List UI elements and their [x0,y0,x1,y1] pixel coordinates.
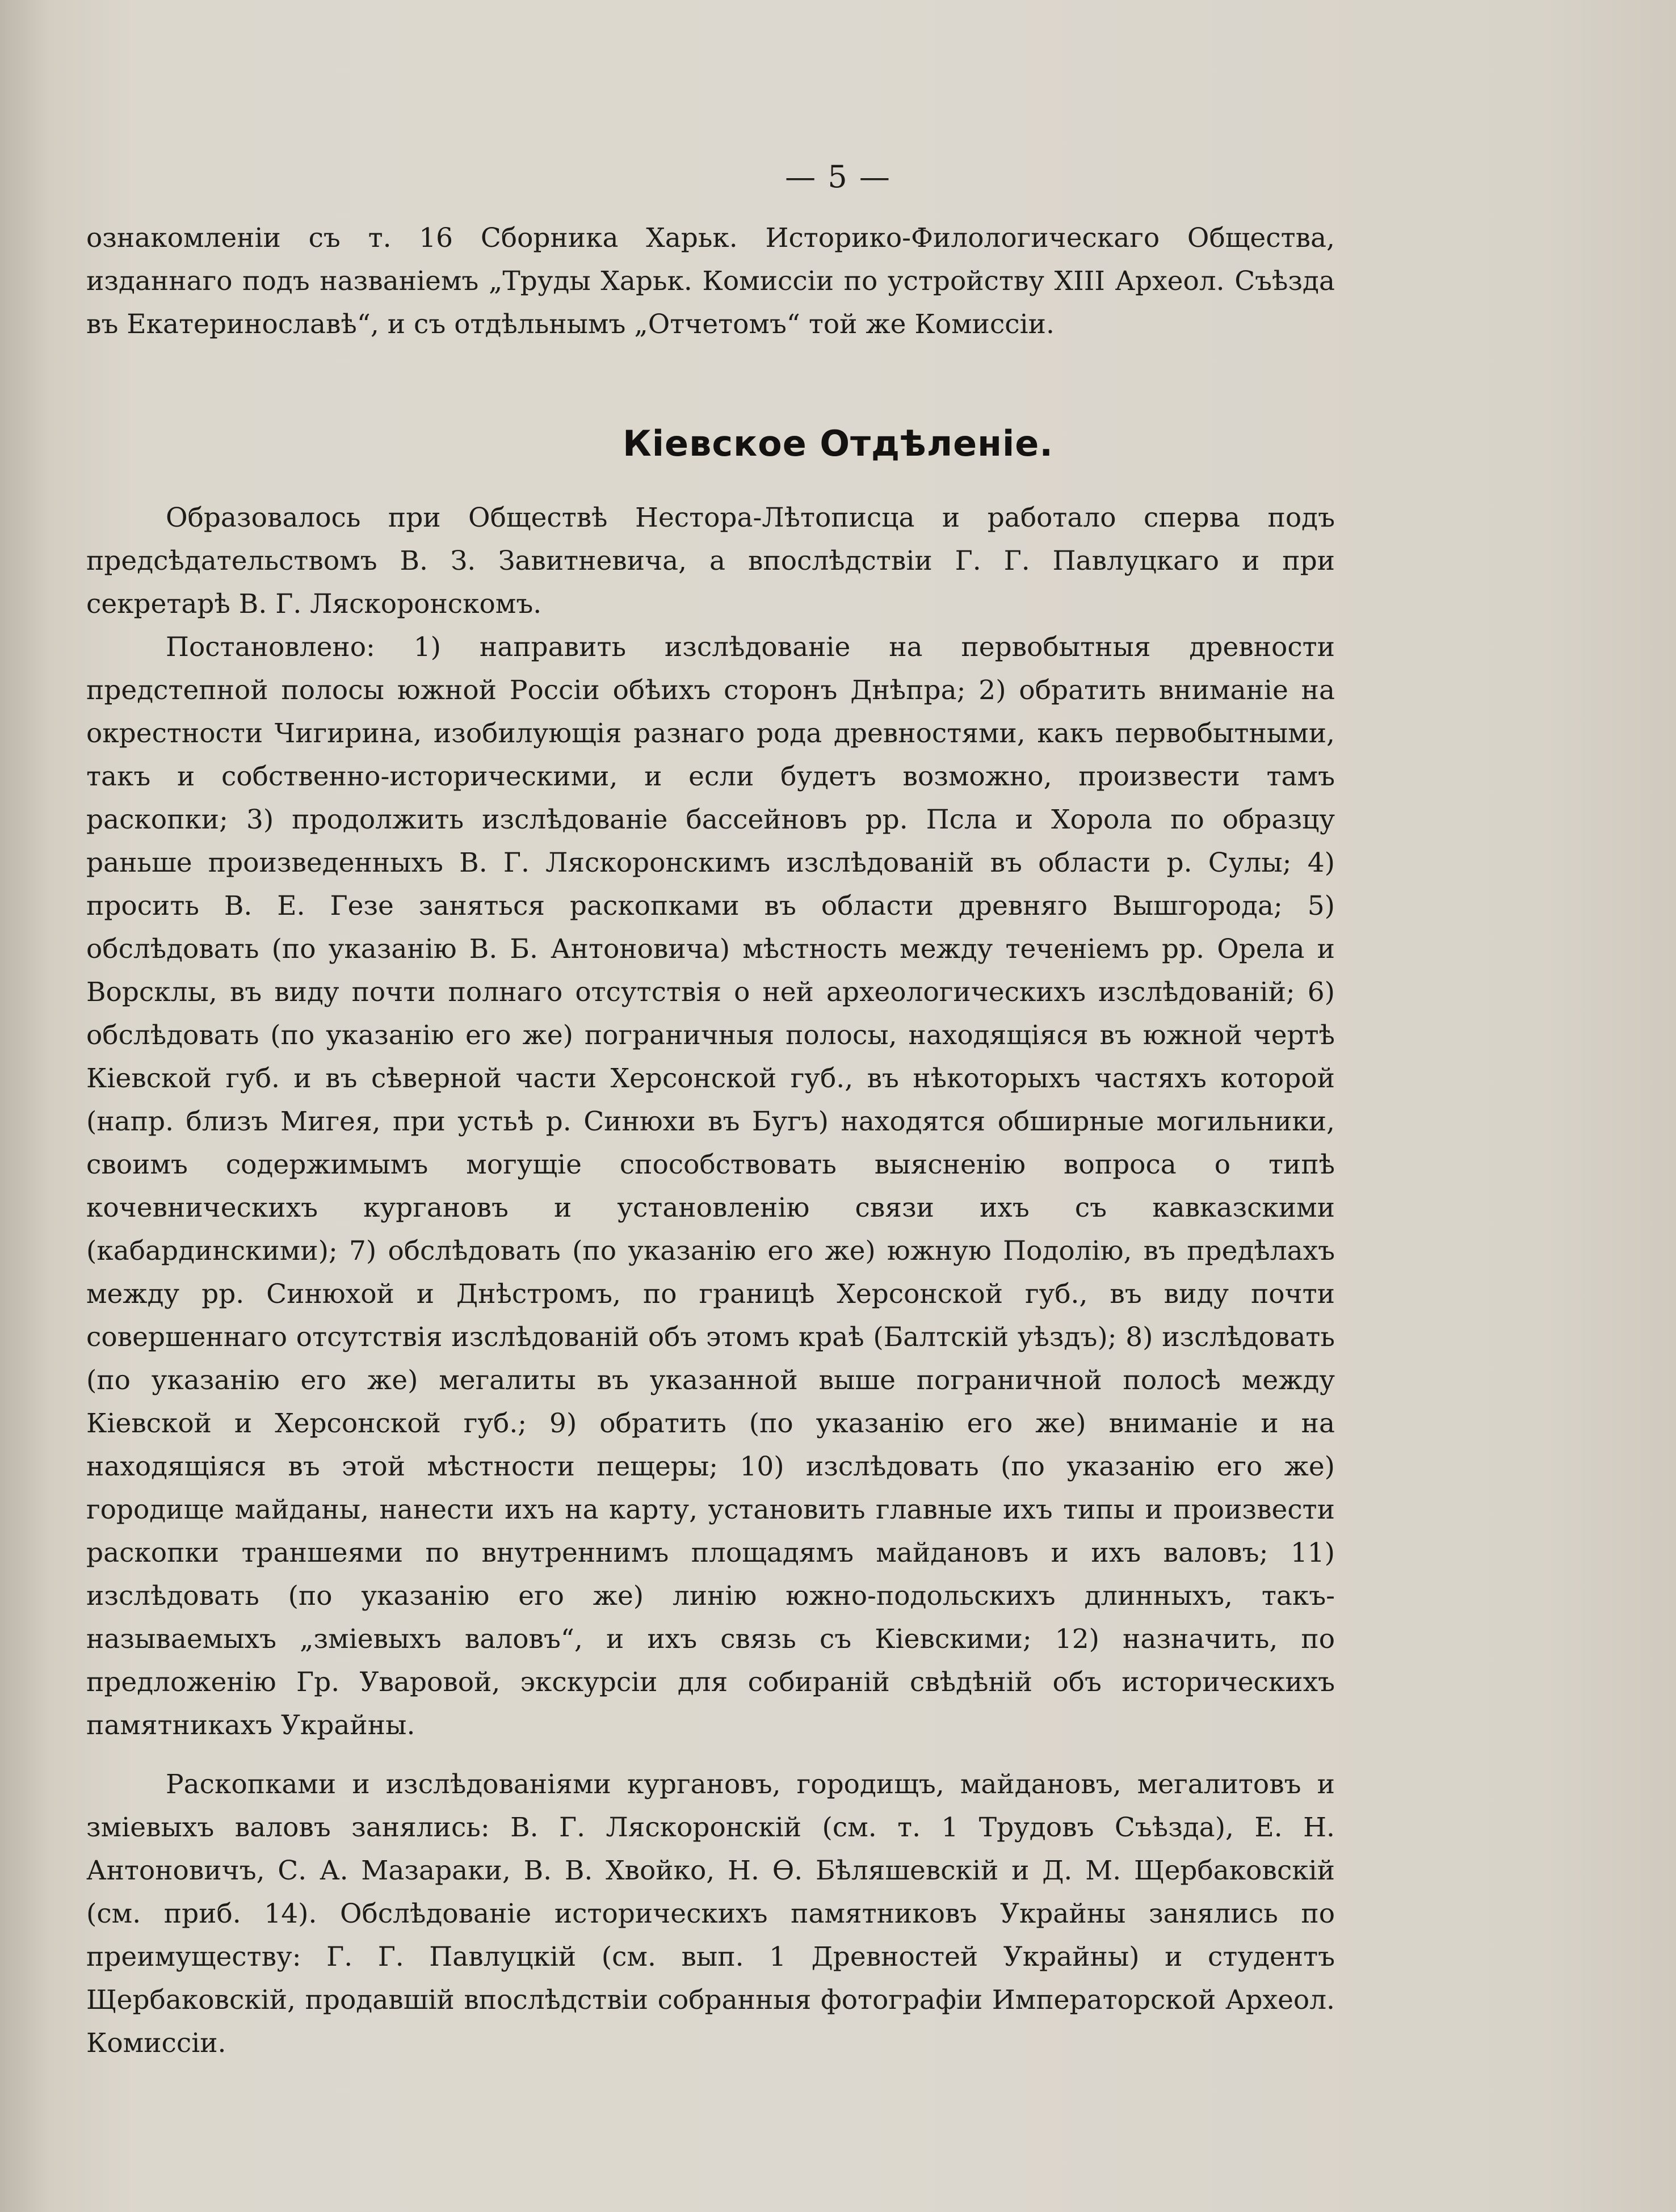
section-body [86,497,1335,2065]
paragraph-resolutions: Постановлено: 1) направить изслѣдованіе на первобытныя древности предстепной полосы южной Россіи обѣихъ сторонъ Днѣпра; 2) обратить вниманіе на окрестности Чигирина, изобилующія разнаго рода древностями, какъ первобытными, такъ и собственно-историческими, и если будетъ возможно, произвести тамъ раскопки; 3) продолжить изслѣдованіе бассейновъ рр. Псла и Хорола по образцу раньше произведенныхъ В. Г. Ляскоронскимъ изслѣдованій въ области р. Сулы; 4) просить В. Е. Гезе заняться раскопками въ области древняго Вышгорода; 5) обслѣдовать (по указанію В. Б. Антоновича) мѣстность между теченіемъ рр. Орела и Ворсклы, въ виду почти полнаго отсутствія о ней археологическихъ изслѣдованій; 6) обслѣдовать (по указанію его же) пограничныя полосы, находящіяся въ южной чертѣ Кіевской губ. и въ сѣверной части Херсонской губ., въ нѣкоторыхъ частяхъ которой (напр. близъ Мигея, при устьѣ р. Синюхи въ Бугъ) находятся обширные могильники, своимъ содержимымъ могущіе способствовать выясненію вопроса о типѣ кочевническихъ кургановъ и установленію связи ихъ съ кавказскими (кабардинскими); 7) обслѣдовать (по указанію его же) южную Подолію, въ предѣлахъ между рр. Синюхой и Днѣстромъ, по границѣ Херсонской губ., въ виду почти совершеннаго отсутствія изслѣдованій объ этомъ краѣ (Балтскій уѣздъ); 8) изслѣдовать (по указанію его же) мегалиты въ указанной выше пограничной полосѣ между Кіевской и Херсонской губ.; 9) обратить (по указанію его же) вниманіе и на находящіяся въ этой мѣстности пещеры; 10) изслѣдовать (по указанію его же) городище майданы, нанести ихъ на карту, установить главные ихъ типы и произвести раскопки траншеями по внутреннимъ площадямъ майдановъ и ихъ валовъ; 11) изслѣдовать (по указанію его же) линію южно-подольскихъ длинныхъ, такъ-называемыхъ „зміевыхъ валовъ“, и ихъ связь съ Кіевскими; 12) назначить, по предложенію Гр. Уваровой, экскурсіи для собираній свѣдѣній объ историческихъ памятникахъ Украйны. [86,632,1335,1741]
paragraph-excavations: Раскопками и изслѣдованіями кургановъ, городищъ, майдановъ, мегалитовъ и зміевыхъ валовъ занялись: В. Г. Ляскоронскій (см. т. 1 Трудовъ Съѣзда), Е. Н. Антоновичъ, С. А. Мазараки, В. В. Хвойко, Н. Ѳ. Бѣляшевскій и Д. М. Щербаковскій (см. приб. 14). Обслѣдованіе историческихъ памятниковъ Украйны занялись по преимуществу: Г. Г. Павлуцкій (см. вып. 1 Древностей Украйны) и студентъ Щербаковскій, продавшій впослѣдствіи собранныя фотографіи Императорской Археол. Комиссіи. [86,1769,1335,2059]
paragraph-gap [86,1747,1335,1763]
intro-text-block [86,217,1335,346]
paragraph-formation: Образовалось при Обществѣ Нестора-Лѣтописца и работало сперва подъ предсѣдательствомъ В. З. Завитневича, а впослѣдствіи Г. Г. Павлуцкаго и при секретарѣ В. Г. Ляскоронскомъ. [86,502,1335,620]
page-number: — 5 — [785,159,891,195]
section-heading: Кіевское Отдѣленіе. [623,423,1053,464]
intro-paragraph: ознакомленіи съ т. 16 Сборника Харьк. Историко-Филологическаго Общества, изданнаго подъ названіемъ „Труды Харьк. Комиссіи по устройству XIII Археол. Съѣзда въ Екатеринославѣ“, и съ отдѣльнымъ „Отчетомъ“ той же Комиссіи. [86,222,1335,340]
